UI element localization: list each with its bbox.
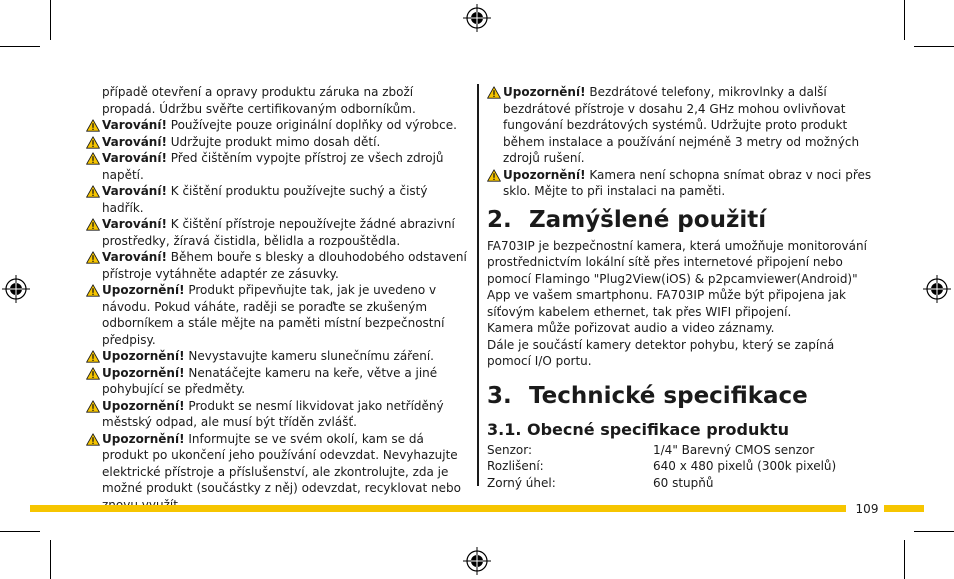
warning-triangle-icon: [86, 350, 100, 363]
warning-label: Varování!: [102, 217, 167, 231]
intro-continuation: případě otevření a opravy produktu záruka na zboží propadá. Údržbu svěřte certifikovaným odborníkům.: [102, 85, 416, 116]
subsection-title: Obecné specifikace produktu: [527, 419, 790, 439]
warning-text: Používejte pouze originální doplňky od výrobce.: [166, 118, 457, 132]
warning-label: Upozornění!: [102, 365, 185, 380]
spec-row: [487, 442, 872, 459]
right-column: [487, 84, 872, 491]
warning-text: Informujte se ve svém okolí, kam se dá produkt po ukončení jeho používání odevzdat. Nevyhazujte elektrické přístroje a příslušenství, ale zkontrolujte, zda je možné produkt (součástky z něj) odevzdat, recyklovat nebo: [102, 431, 461, 495]
warning-item: [86, 348, 470, 365]
registration-mark-bottom: [463, 547, 491, 575]
warning-text: Nenatáčejte kameru na keře, větve a jiné pohybující se předměty.: [102, 365, 438, 396]
crop-mark-top-right: [904, 0, 905, 40]
warning-text: Produkt připevňujte tak, jak je uvedeno v návodu. Pokud váháte, raději se poraďte se zkušeným odborníkem a stále mějte na paměti místní bezpečnostní předpisy.: [102, 283, 445, 347]
warning-triangle-icon: [86, 367, 100, 380]
warning-label: Varování!: [102, 118, 167, 132]
warning-triangle-icon: [86, 218, 100, 231]
section-3-heading: [487, 382, 872, 410]
registration-mark-left: [2, 275, 30, 303]
warning-label: Upozornění!: [503, 167, 586, 182]
spec-key: Senzor:: [487, 442, 533, 457]
warning-text: Udržujte produkt mimo dosah dětí.: [166, 134, 381, 149]
warning-item: [86, 282, 470, 348]
warning-text: K čištění přístroje nepoužívejte žádné abrazivní prostředky, žíravá čistidla, bělidla a rozpouštědla.: [102, 217, 455, 248]
warning-triangle-icon: [86, 136, 100, 149]
warning-triangle-icon: [86, 400, 100, 413]
crop-mark-top-left: [50, 0, 51, 40]
crop-mark-top-right-h: [914, 46, 954, 47]
spec-row: [487, 458, 872, 475]
warning-text: Před čištěním vypojte přístroj ze všech zdrojů napětí.: [102, 151, 444, 182]
crop-mark-bottom-left: [50, 540, 51, 579]
warning-text: Bezdrátové telefony, mikrovlnky a další bezdrátové přístroje v dosahu 2,4 GHz mohou ovlivňovat fungování bezdrátových systémů. Udržujte proto produkt během instalace a používání nejméně 3 metry od možných zdrojů rušení.: [503, 85, 860, 165]
warning-item: [487, 84, 872, 167]
warning-label: Varování!: [102, 151, 167, 165]
spec-row: [487, 475, 872, 492]
section-3-1-heading: [487, 420, 872, 440]
warning-item: [86, 183, 470, 216]
page-number: 109: [855, 502, 879, 516]
crop-mark-bottom-right: [904, 540, 905, 579]
section-title: Zamýšlené použití: [529, 206, 767, 233]
spec-value: 1/4" Barevný CMOS senzor: [653, 442, 815, 457]
section-2-heading: [487, 206, 872, 234]
warning-item: [86, 431, 470, 514]
column-divider: [477, 84, 479, 486]
warning-label: Upozornění!: [102, 349, 185, 363]
warning-label: Varování!: [102, 134, 167, 149]
warning-triangle-icon: [86, 152, 100, 165]
warning-label: Upozornění!: [102, 398, 185, 413]
registration-mark-top: [463, 4, 491, 32]
warning-text: Během bouře s blesky a dlouhodobého odstavení přístroje vytáhněte adaptér ze zásuvky.: [102, 250, 467, 281]
left-warnings-list: [86, 117, 470, 513]
intended-use-paragraph: FA703IP je bezpečnostní kamera, která umožňuje monitorování prostřednictvím lokální sítě přes internetové připojení nebo pomocí Flamingo "Plug2View(iOS) & p2pcamviewer(Android)" App ve vašem smartphonu. FA703IP může být připojena jak síťovým kabelem ethernet, tak přes WIFI připojení.: [487, 238, 867, 319]
warning-triangle-icon: [86, 433, 100, 446]
warning-item: [86, 365, 470, 398]
spec-key: Zorný úhel:: [487, 475, 556, 490]
warning-label: Varování!: [102, 250, 167, 264]
spec-key: Rozlišení:: [487, 459, 544, 473]
spec-value: 60 stupňů: [653, 475, 714, 490]
warning-item: [86, 216, 470, 249]
section-title: Technické specifikace: [529, 382, 808, 409]
section-number: 2.: [487, 206, 512, 233]
warning-text: Kamera není schopna snímat obraz v noci přes sklo. Mějte to při instalaci na paměti.: [503, 167, 872, 198]
warning-label: Upozornění!: [102, 431, 185, 446]
warning-item: [86, 150, 470, 183]
crop-mark-bottom-right-h: [914, 531, 954, 532]
section-number: 3.: [487, 382, 512, 409]
subsection-number: 3.1.: [487, 419, 522, 439]
warning-label: Upozornění!: [102, 283, 185, 297]
registration-mark-right: [923, 275, 951, 303]
intended-use-paragraph: Kamera může pořizovat audio a video záznamy.: [487, 321, 775, 335]
warning-item: [86, 117, 470, 134]
intended-use-paragraph: Dále je součástí kamery detektor pohybu, který se zapíná pomocí I/O portu.: [487, 337, 835, 368]
right-warnings-list: [487, 84, 872, 200]
warning-item: [487, 167, 872, 200]
warning-text: Nevystavujte kameru slunečnímu záření.: [184, 349, 434, 363]
warning-triangle-icon: [487, 86, 501, 99]
warning-label: Upozornění!: [503, 85, 586, 99]
warning-item: [86, 249, 470, 282]
warning-triangle-icon: [86, 185, 100, 198]
warning-triangle-icon: [86, 284, 100, 297]
left-column: [86, 84, 470, 513]
footer-bar-right: [884, 505, 924, 512]
warning-text: Produkt se nesmí likvidovat jako netříděný městský odpad, ale musí být tříděn zvlášť.: [102, 398, 444, 429]
warning-item: [86, 398, 470, 431]
warning-triangle-icon: [86, 251, 100, 264]
warning-triangle-icon: [86, 119, 100, 132]
spec-value: 640 x 480 pixelů (300k pixelů): [653, 459, 837, 473]
warning-label: Varování!: [102, 184, 167, 198]
crop-mark-top-left-h: [0, 46, 40, 47]
footer-bar-left: [30, 505, 846, 512]
warning-triangle-icon: [487, 169, 501, 182]
crop-mark-bottom-left-h: [0, 531, 40, 532]
warning-item: [86, 134, 470, 151]
warning-text: K čištění produktu používejte suchý a čistý hadřík.: [102, 184, 428, 215]
